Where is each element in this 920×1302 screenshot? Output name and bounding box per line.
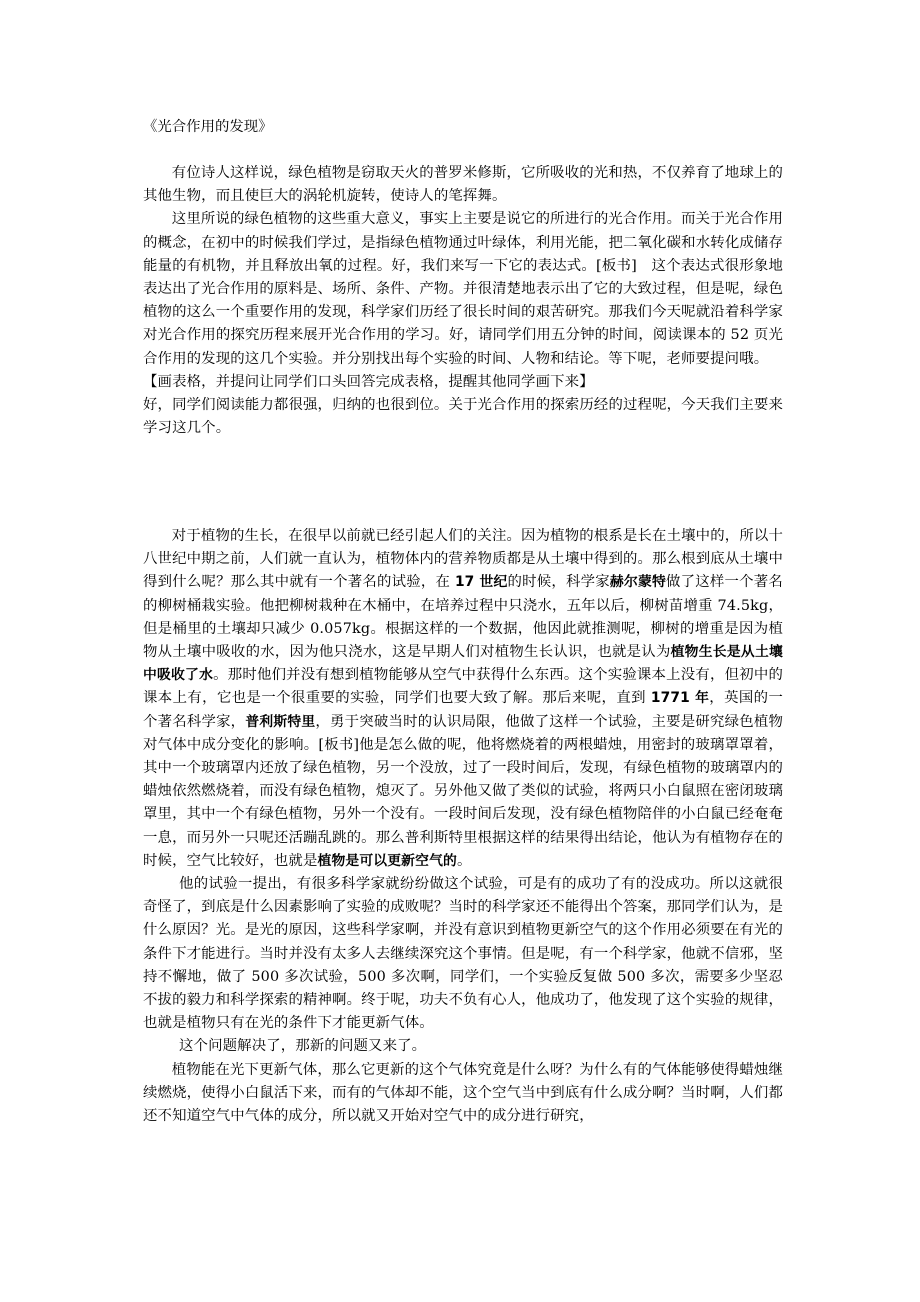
text-run: ，英国的一个著名科学家， xyxy=(143,690,783,730)
emphasis-helmont: 赫尔蒙特 xyxy=(609,574,667,591)
text-run: 。 xyxy=(456,852,472,869)
emphasis-priestley-conclusion: 植物是可以更新空气的 xyxy=(317,852,457,869)
text-run: 。那时他们并没有想到植物能够从空气中获得什么东西。这个实验课本上没有，但初中的课本上有，它也是一个很重要的实验，同学们也要大致了解。那后来呢，直到 xyxy=(143,667,783,707)
emphasis-1771: 1771 年 xyxy=(650,690,710,707)
paragraph-poet-quote: 有位诗人这样说，绿色植物是窃取天火的普罗米修斯，它所吸收的光和热，不仅养育了地球上的其他生物，而且使巨大的涡轮机旋转，使诗人的笔挥舞。 xyxy=(143,165,783,205)
emphasis-17th-century: 17 世纪 xyxy=(454,574,508,591)
section-history xyxy=(143,525,783,1128)
text-run: 的时候，科学家 xyxy=(507,574,610,591)
paragraph-new-question: 这个问题解决了，那新的问题又来了。 xyxy=(179,1038,427,1055)
paragraph-early-experiments xyxy=(143,525,783,873)
emphasis-priestley: 普利斯特里 xyxy=(245,713,316,730)
paragraph-gas-question: 植物能在光下更新气体，那么它更新的这个气体究竟是什么呀？为什么有的气体能够使得蜡烛继续燃烧，使得小白鼠活下来，而有的气体却不能，这个空气当中到底有什么成分啊？当时啊，人们都还不知道空气中气体的成分，所以就又开始对空气中的成分进行研究， xyxy=(143,1061,783,1125)
paragraph-table-instruction: 【画表格，并提问让同学们口头回答完成表格，提醒其他同学画下来】 xyxy=(143,373,594,390)
text-run: ，勇于突破当时的认识局限，他做了这样一个试验，主要是研究绿色植物对气体中成分变化的影响。[板书]他是怎么做的呢，他将燃烧着的两根蜡烛，用密封的玻璃罩罩着，其中一个玻璃罩内还放了绿色植物，另一个没放，过了一段时间后，发现，有绿色植物的玻璃罩内的蜡烛依然燃烧着，而没有绿色植物，熄灭了。另外他又做了类似的试验，将两只小白鼠照在密闭玻璃罩里，其中一个有绿色植物，另外一个没有。一段时间后发现，没有绿色植物陪伴的小白鼠已经奄奄一息，而另外一只呢还活蹦乱跳的。那么普利斯特里根据这样的结果得出结论，他认为有植物存在的时候，空气比较好，也就是 xyxy=(143,713,783,869)
paragraph-light-factor: 他的试验一提出，有很多科学家就纷纷做这个试验，可是有的成功了有的没成功。所以这就很奇怪了，到底是什么因素影响了实验的成败呢？当时的科学家还不能得出个答案，那同学们认为，是什么原因？光。是光的原因，这些科学家啊，并没有意识到植物更新空气的这个作用必须要在有光的条件下才能进行。当时并没有太多人去继续深究这个事情。但是呢，有一个科学家，他就不信邪，坚持不懈地，做了 500 多次试验，500 多次啊，同学们，一个实验反复做 500 多次，需要多少坚忍不拔的毅力和科学探索的精神啊。终于呢，功夫不负有心人，他成功了，他发现了这个实验的规律，也就是植物只有在光的条件下才能更新气体。 xyxy=(143,876,783,1032)
section-intro xyxy=(143,162,783,440)
emphasis-helmont-conclusion: 植物生长是从土壤中吸收了水 xyxy=(143,644,784,684)
text-run: 做了这样一个著名的柳树桶栽实验。他把柳树栽种在木桶中，在培养过程中只浇水，五年以后，柳树苗增重 74.5kg，但是桶里的土壤却只减少 0.057kg。根据这样的一个数据，他因此就推测呢，柳树的增重是因为植物从土壤中吸收的水，因为他只浇水，这是早期人们对植物生长认识，也就是认为 xyxy=(143,574,783,661)
text-run: 对于植物的生长，在很早以前就已经引起人们的关注。因为植物的根系是长在土壤中的，所以十八世纪中期之前，人们就一直认为，植物体内的营养物质都是从土壤中得到的。那么根到底从土壤中得到什么呢？那么其中就有一个著名的试验，在 xyxy=(143,528,783,591)
document-title: 《光合作用的发现》 xyxy=(143,119,273,135)
paragraph-photosynthesis-concept: 这里所说的绿色植物的这些重大意义，事实上主要是说它的所进行的光合作用。而关于光合作用的概念，在初中的时候我们学过，是指绿色植物通过叶绿体，利用光能，把二氧化碳和水转化成储存能量的有机物，并且释放出氧的过程。好，我们来写一下它的表达式。[板书] 这个表达式很形象地表达出了光合作用的原料是、场所、条件、产物。并很清楚地表示出了它的大致过程，但是呢，绿色植物的这么一个重要作用的发现，科学家们历经了很长时间的艰苦研究。那我们今天呢就沿着科学家对光合作用的探究历程来展开光合作用的学习。好，请同学们用五分钟的时间，阅读课本的 52 页光合作用的发现的这几个实验。并分别找出每个实验的时间、人物和结论。等下呢，老师要提问哦。 xyxy=(143,211,783,367)
paragraph-summary: 好，同学们阅读能力都很强，归纳的也很到位。关于光合作用的探索历经的过程呢，今天我们主要来学习这几个。 xyxy=(143,397,783,437)
